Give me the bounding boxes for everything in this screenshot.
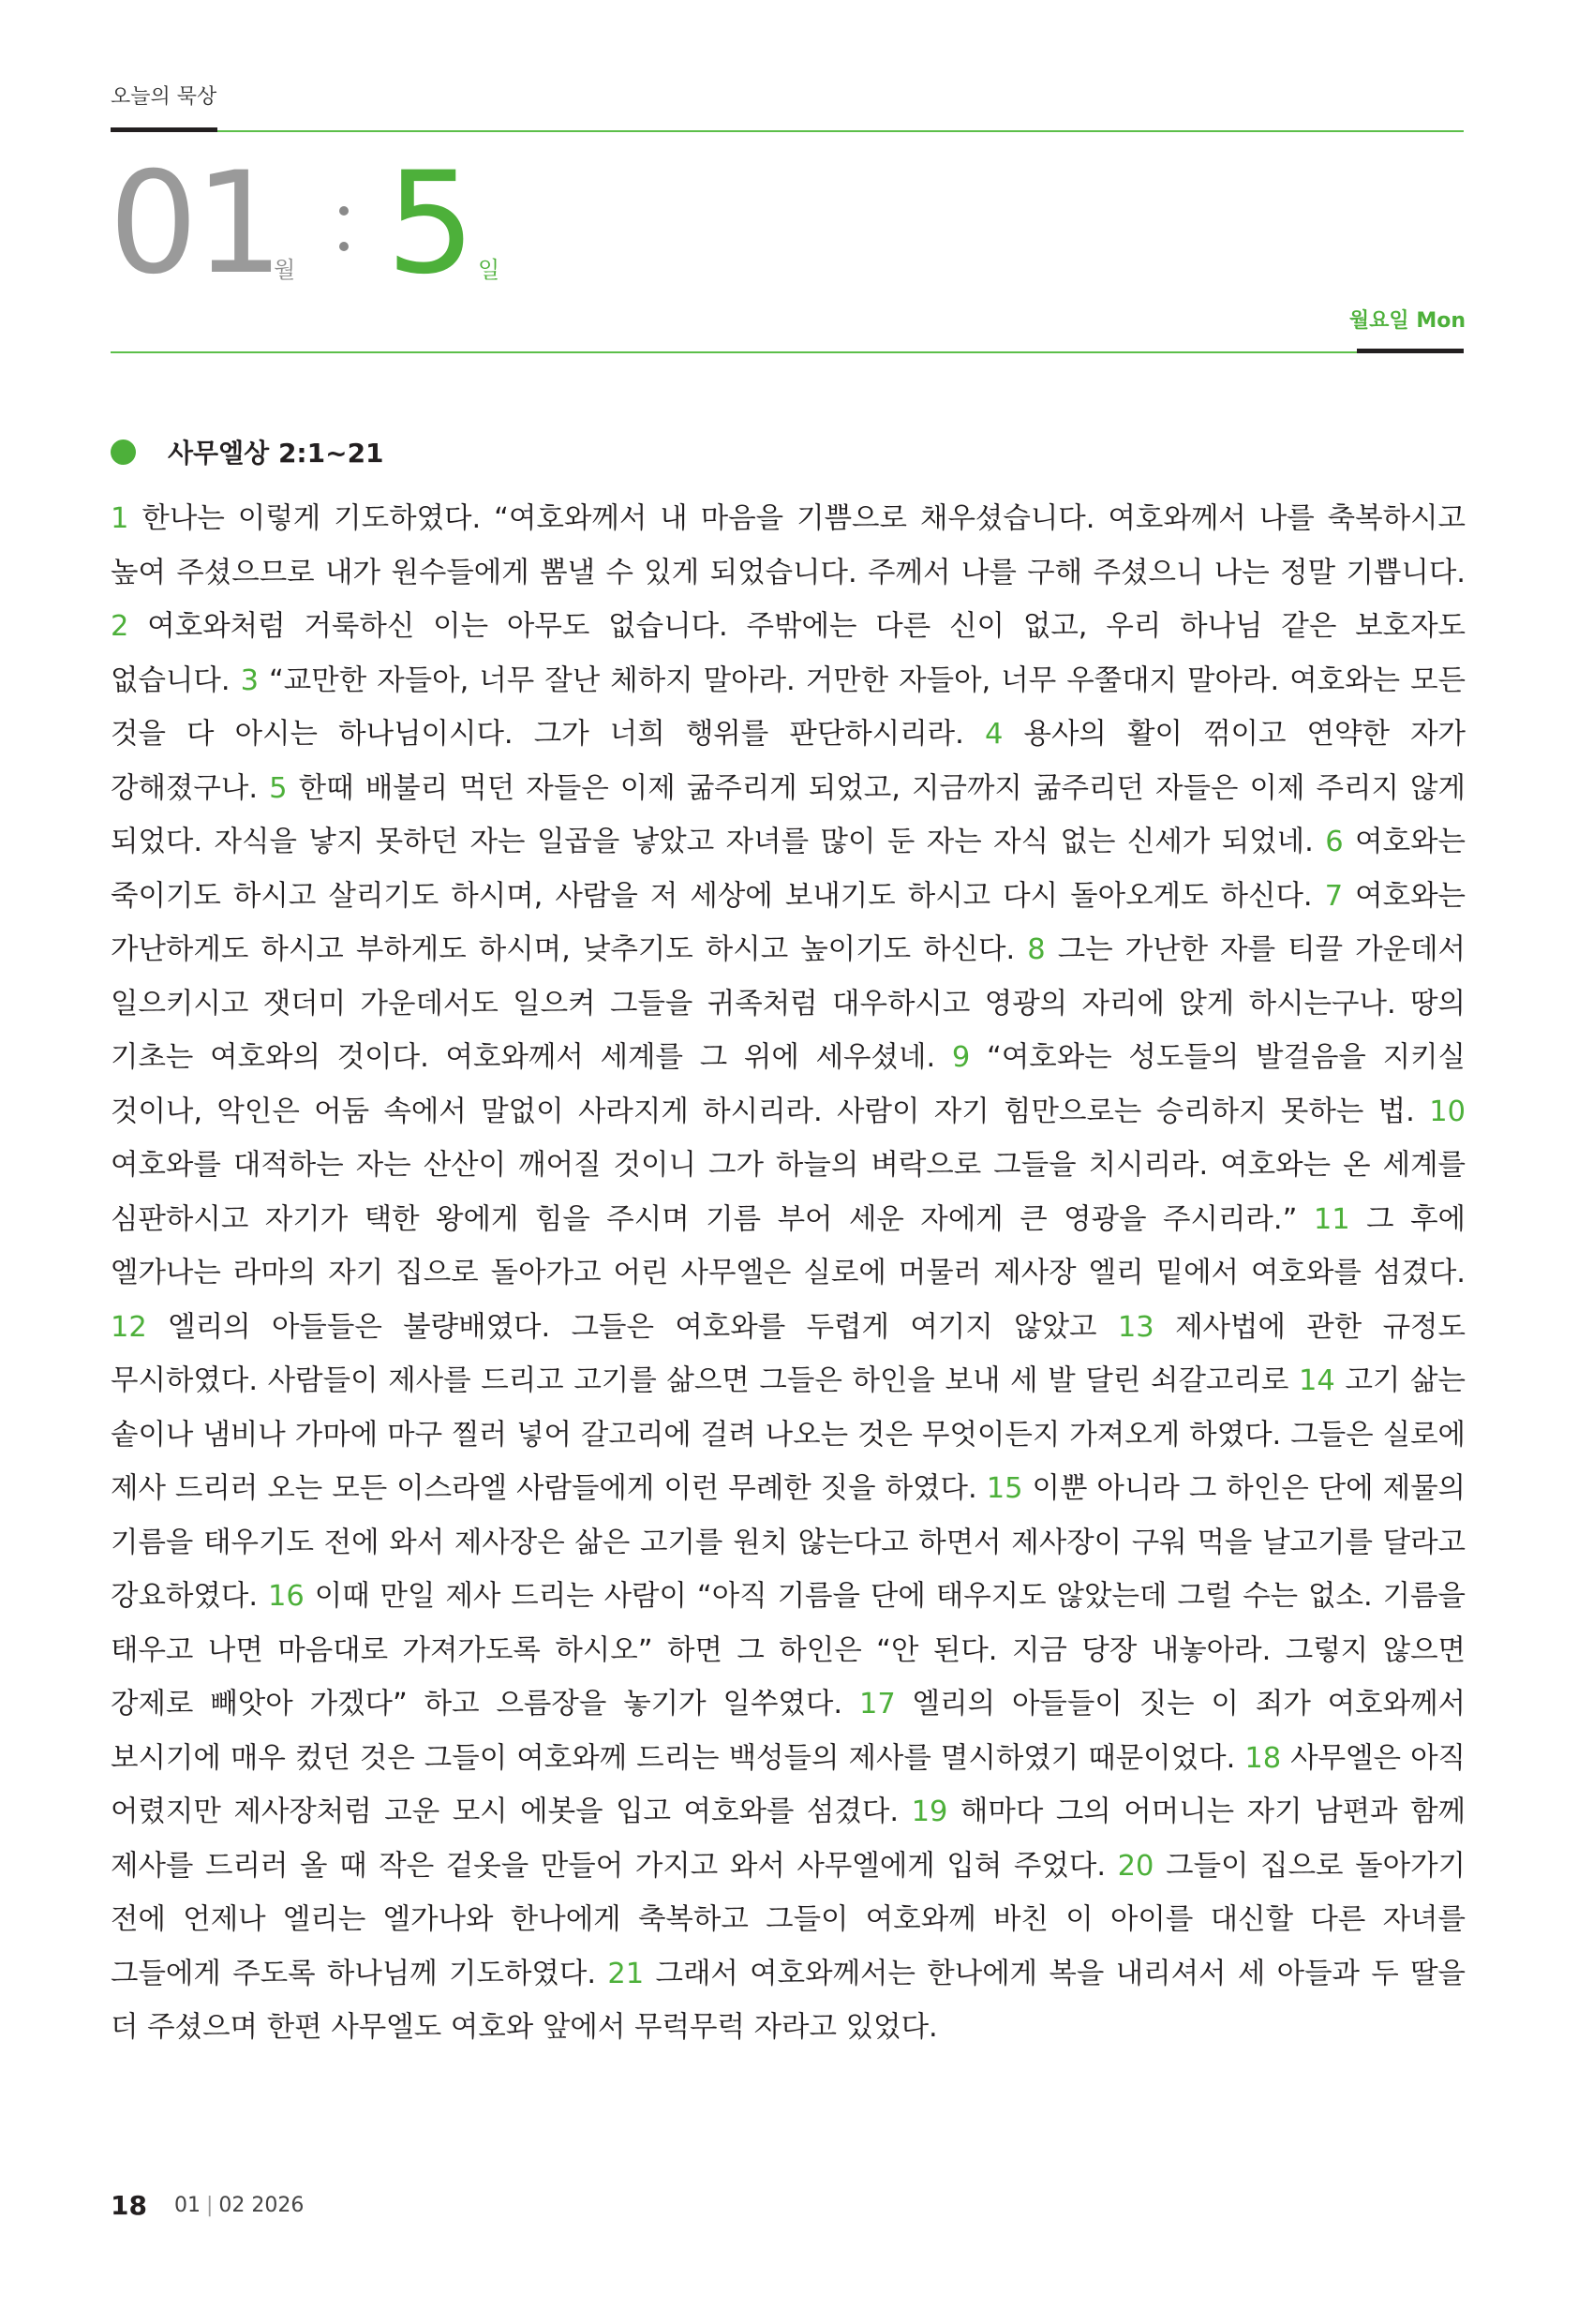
verse-text: “여호와는 성도들의 발걸음을 지키실 것이나, 악인은 어둠 속에서 말없이 사라지게 하시리라. 사람이 자기 힘만으로는 승리하지 못하는 법. (111, 1041, 1466, 1128)
verse-text: 이때 만일 제사 드리는 사람이 “아직 기름을 단에 태우지도 않았는데 그럴 수는 없소. 기름을 태우고 나면 마음대로 가져가도록 하시오” 하면 그 하인은 “안 된다. 지금 당장 내놓아라. 그렇지 않으면 강제로 빼앗아 가겠다” 하고 으름장을 놓기가 일쑤였다. (111, 1580, 1466, 1721)
issue-date-text: 02 2026 (218, 2194, 305, 2217)
day-unit: 일 (478, 257, 500, 283)
bullet-dot-icon (111, 439, 136, 465)
verse-number: 14 (1298, 1364, 1335, 1397)
verse-text: 한때 배불리 먹던 자들은 이제 굶주리게 되었고, 지금까지 굶주리던 자들은 이제 주리지 않게 되었다. 자식을 낳지 못하던 자는 일곱을 낳았고 자녀를 많이 둔 자는 자식 없는 신세가 되었네. (111, 771, 1466, 858)
top-rule-green (217, 130, 1464, 132)
passage-reference-text: 사무엘상 2:1~21 (168, 438, 384, 469)
weekday-label: 월요일 Mon (1348, 309, 1466, 333)
verse-text: 여호와처럼 거룩하신 이는 아무도 없습니다. 주밖에는 다른 신이 없고, 우리 하나님 같은 보호자도 없습니다. (111, 610, 1466, 697)
verse-number: 6 (1325, 826, 1344, 858)
month-unit: 월 (274, 257, 296, 283)
verse-number: 1 (111, 502, 129, 535)
date-colon (339, 197, 350, 262)
verse-number: 17 (858, 1688, 896, 1721)
verse-number: 15 (986, 1472, 1023, 1505)
header-rule-dark (1357, 349, 1464, 353)
verse-text: 그는 가난한 자를 티끌 가운데서 일으키시고 잿더미 가운데서도 일으켜 그들을 귀족처럼 대우하시고 영광의 자리에 앉게 하시는구나. 땅의 기초는 여호와의 것이다. 여호와께서 세계를 그 위에 세우셨네. (111, 933, 1466, 1074)
verse-text: 그들이 집으로 돌아가기 전에 언제나 엘리는 엘가나와 한나에게 축복하고 그들이 여호와께 바친 이 아이를 대신할 다른 자녀를 그들에게 주도록 하나님께 기도하였다. (111, 1849, 1466, 1990)
passage-reference (111, 433, 384, 470)
day-number: 5 (386, 142, 476, 305)
verse-number: 7 (1324, 879, 1344, 913)
verse-text: 여호와는 죽이기도 하시고 살리기도 하시며, 사람을 저 세상에 보내기도 하시고 다시 돌아오게도 하신다. (111, 826, 1466, 913)
verse-text: 그래서 여호와께서는 한나에게 복을 내리셔서 세 아들과 두 딸을 더 주셨으며 한편 사무엘도 여호와 앞에서 무럭무럭 자라고 있었다. (111, 1957, 1466, 2044)
verse-number: 21 (607, 1957, 645, 1990)
scripture-text (111, 492, 1466, 2055)
verse-number: 3 (240, 663, 259, 697)
verse-number: 5 (269, 771, 288, 805)
issue-date: 01 | 02 2026 (174, 2194, 305, 2217)
verse-number: 12 (111, 1310, 147, 1344)
verse-text: 그 후에 엘가나는 라마의 자기 집으로 돌아가고 어린 사무엘은 실로에 머물러 제사장 엘리 밑에서 여호와를 섬겼다. (111, 1202, 1466, 1289)
verse-text: 한나는 이렇게 기도하였다. “여호와께서 내 마음을 기쁨으로 채우셨습니다. 여호와께서 나를 축복하시고 높여 주셨으므로 내가 원수들에게 뽐낼 수 있게 되었습니다. 주께서 나를 구해 주셨으니 나는 정말 기쁩니다. (111, 502, 1466, 589)
verse-text: “교만한 자들아, 너무 잘난 체하지 말아라. 거만한 자들아, 너무 우쭐대지 말아라. 여호와는 모든 것을 다 아시는 하나님이시다. 그가 너희 행위를 판단하시리라. (111, 663, 1466, 751)
verse-text: 해마다 그의 어머니는 자기 남편과 함께 제사를 드리러 올 때 작은 겉옷을 만들어 가지고 와서 사무엘에게 입혀 주었다. (111, 1795, 1466, 1883)
verse-number: 10 (1429, 1095, 1466, 1128)
verse-number: 13 (1117, 1310, 1154, 1344)
verse-text: 이뿐 아니라 그 하인은 단에 제물의 기름을 태우기도 전에 와서 제사장은 삶은 고기를 원치 않는다고 하면서 제사장이 구워 먹을 날고기를 달라고 강요하였다. (111, 1472, 1466, 1613)
verse-text: 여호와는 가난하게도 하시고 부하게도 하시며, 낮추기도 하시고 높이기도 하신다. (111, 879, 1466, 966)
top-rule-dark (111, 127, 217, 132)
verse-text: 제사법에 관한 규정도 무시하였다. 사람들이 제사를 드리고 고기를 삶으면 그들은 하인을 보내 세 발 달린 쇠갈고리로 (111, 1310, 1466, 1397)
verse-text: 엘리의 아들들이 짓는 이 죄가 여호와께서 보시기에 매우 컸던 것은 그들이 여호와께 드리는 백성들의 제사를 멸시하였기 때문이었다. (111, 1688, 1466, 1775)
verse-text: 사무엘은 아직 어렸지만 제사장처럼 고운 모시 에봇을 입고 여호와를 섬겼다. (111, 1741, 1466, 1828)
verse-number: 20 (1117, 1849, 1154, 1883)
verse-number: 11 (1313, 1202, 1350, 1236)
verse-number: 2 (111, 610, 129, 643)
issue-month: 01 (174, 2194, 201, 2217)
verse-text: 여호와를 대적하는 자는 산산이 깨어질 것이니 그가 하늘의 벼락으로 그들을 치시리라. 여호와는 온 세계를 심판하시고 자기가 택한 왕에게 힘을 주시며 기름 부어 세운 자에게 큰 영광을 주시리라.” (111, 1149, 1466, 1236)
month-number: 01 (109, 142, 280, 305)
header-rule-green (111, 351, 1357, 353)
page-number: 18 (111, 2190, 147, 2221)
verse-number: 16 (267, 1580, 305, 1613)
verse-text: 엘리의 아들들은 불량배였다. 그들은 여호와를 두렵게 여기지 않았고 (146, 1310, 1118, 1344)
section-label: 오늘의 묵상 (111, 85, 217, 109)
verse-number: 4 (984, 718, 1004, 751)
verse-text: 용사의 활이 꺾이고 연약한 자가 강해졌구나. (111, 718, 1466, 805)
verse-number: 8 (1027, 933, 1046, 966)
verse-number: 18 (1244, 1741, 1282, 1775)
verse-number: 9 (951, 1041, 971, 1074)
verse-text: 고기 삶는 솥이나 냄비나 가마에 마구 찔러 넣어 갈고리에 걸려 나오는 것은 무엇이든지 가져오게 하였다. 그들은 실로에 제사 드리러 오는 모든 이스라엘 사람들에게 이런 무례한 짓을 하였다. (111, 1364, 1466, 1505)
verse-number: 19 (911, 1795, 948, 1828)
